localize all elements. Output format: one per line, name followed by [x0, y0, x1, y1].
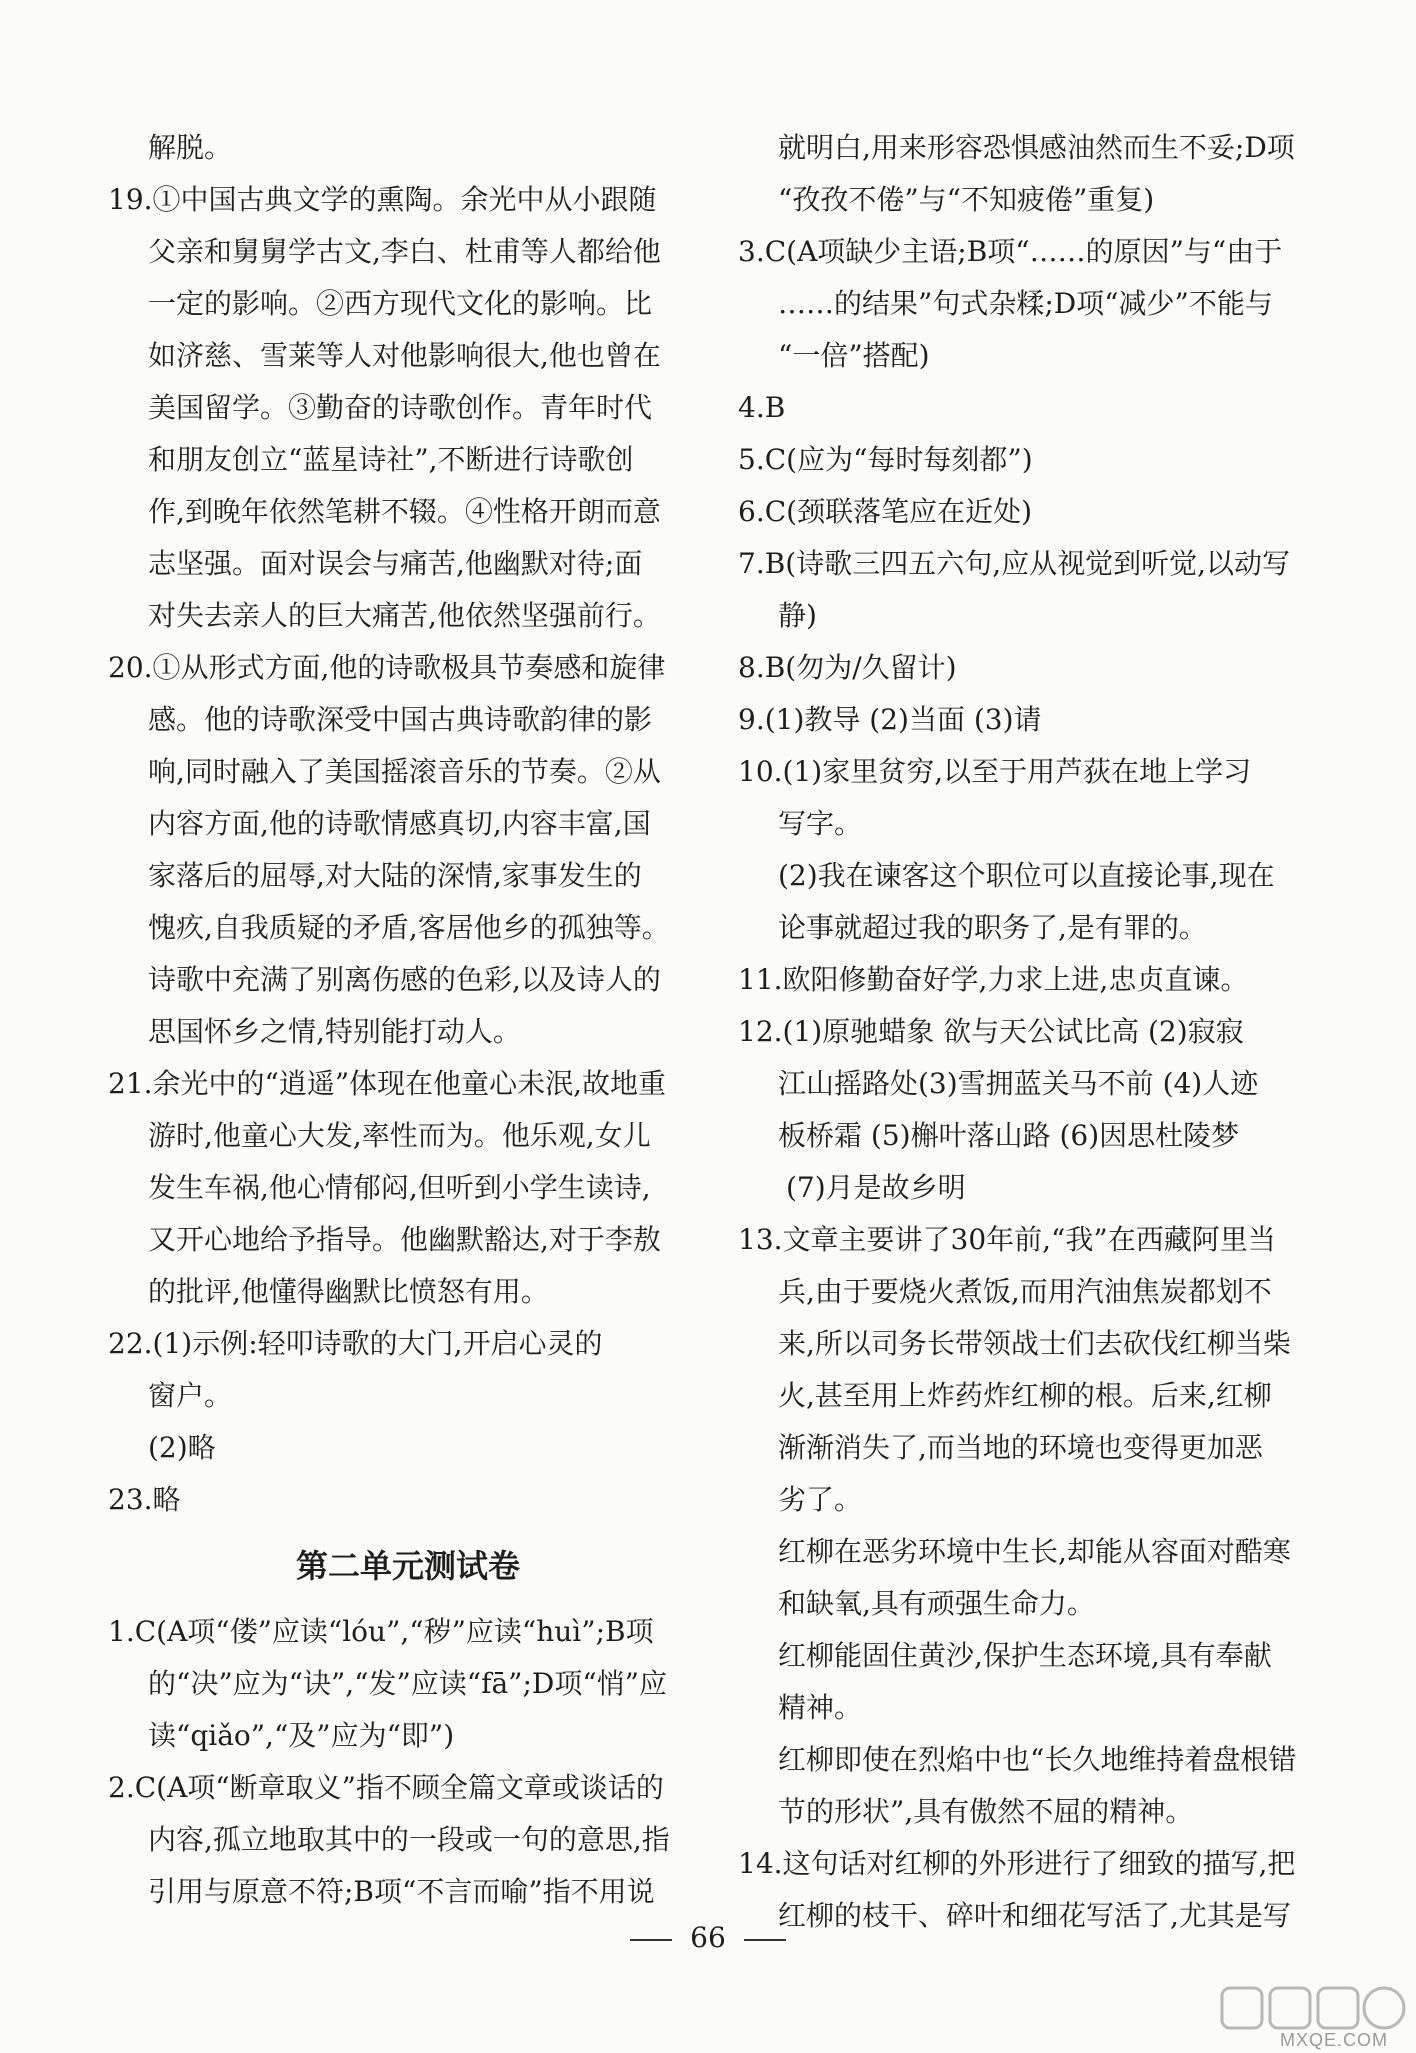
answer-line: 窗户。	[148, 1379, 233, 1412]
answer-line: 内容,孤立地取其中的一段或一句的意思,指	[148, 1823, 670, 1856]
answer-line: 来,所以司务长带领战士们去砍伐红柳当柴	[778, 1327, 1291, 1360]
answer-line: 的“决”应为“诀”,“发”应读“fā”;D项“悄”应	[148, 1667, 667, 1700]
answer-line: 如济慈、雪莱等人对他影响很大,他也曾在	[148, 339, 661, 372]
answer-line: 对失去亲人的巨大痛苦,他依然坚强前行。	[148, 599, 661, 632]
answer-line: 8.B(勿为/久留计)	[738, 651, 957, 684]
watermark-text: MXQE.COM	[1280, 2030, 1389, 2050]
right-answer-block	[738, 122, 1338, 1942]
answer-line: 精神。	[778, 1691, 863, 1724]
answer-line: 2.C(A项“断章取义”指不顾全篇文章或谈话的	[108, 1771, 664, 1804]
answer-line: 又开心地给予指导。他幽默豁达,对于李敖	[148, 1223, 661, 1256]
answer-line: 兵,由于要烧火煮饭,而用汽油焦炭都划不	[778, 1275, 1272, 1308]
left-answer-block	[108, 122, 708, 1526]
answer-line: 志坚强。面对误会与痛苦,他幽默对待;面	[148, 547, 643, 580]
answer-line: 红柳即使在烈焰中也“长久地维持着盘根错	[778, 1743, 1297, 1776]
page-number: 66	[690, 1921, 726, 1954]
answer-line: 7.B(诗歌三四五六句,应从视觉到听觉,以动写	[738, 547, 1291, 580]
answer-line: 愧疚,自我质疑的矛盾,客居他乡的孤独等。	[148, 911, 670, 944]
answer-line: 一定的影响。②西方现代文化的影响。比	[148, 287, 653, 320]
section-title: 第二单元测试卷	[295, 1547, 520, 1585]
answer-line: 节的形状”,具有傲然不屈的精神。	[778, 1795, 1194, 1828]
left-column	[108, 122, 708, 1918]
answer-line: 就明白,用来形容恐惧感油然而生不妥;D项	[778, 131, 1295, 164]
answer-line: 家落后的屈辱,对大陆的深情,家事发生的	[148, 859, 642, 892]
answer-line: (7)月是故乡明	[786, 1171, 966, 1204]
answer-line: 和朋友创立“蓝星诗社”,不断进行诗歌创	[148, 443, 634, 476]
answer-line: 11.欧阳修勤奋好学,力求上进,忠贞直谏。	[738, 963, 1249, 996]
page-footer	[0, 1918, 1416, 1958]
answer-line: 红柳能固住黄沙,保护生态环境,具有奉献	[778, 1639, 1272, 1672]
answer-line: 13.文章主要讲了30年前,“我”在西藏阿里当	[738, 1223, 1276, 1256]
answer-line: 22.(1)示例:轻叩诗歌的大门,开启心灵的	[108, 1327, 603, 1360]
answer-line: 渐渐消失了,而当地的环境也变得更加恶	[778, 1431, 1263, 1464]
answer-line: 写字。	[778, 807, 863, 840]
answer-line: 论事就超过我的职务了,是有罪的。	[778, 911, 1207, 944]
answer-line: 引用与原意不符;B项“不言而喻”指不用说	[148, 1875, 655, 1908]
answer-line: 诗歌中充满了别离伤感的色彩,以及诗人的	[148, 963, 661, 996]
left-answer-block-2	[108, 1606, 708, 1918]
answer-line: 5.C(应为“每时每刻都”)	[738, 443, 1033, 476]
footer-dash-right	[744, 1939, 786, 1941]
answer-line: 响,同时融入了美国摇滚音乐的节奏。②从	[148, 755, 661, 788]
answer-line: 红柳在恶劣环境中生长,却能从容面对酷寒	[778, 1535, 1291, 1568]
answer-line: 作,到晚年依然笔耕不辍。④性格开朗而意	[148, 495, 661, 528]
answer-line: 和缺氧,具有顽强生命力。	[778, 1587, 1095, 1620]
right-column	[738, 122, 1338, 1942]
answer-line: 思国怀乡之情,特别能打动人。	[148, 1015, 521, 1048]
answer-line: “孜孜不倦”与“不知疲倦”重复)	[778, 183, 1155, 216]
answer-line: ……的结果”句式杂糅;D项“减少”不能与	[778, 287, 1273, 320]
answer-line: 读“qiǎo”,“及”应为“即”)	[148, 1719, 455, 1752]
answer-line: 游时,他童心大发,率性而为。他乐观,女儿	[148, 1119, 651, 1152]
answer-line: 发生车祸,他心情郁闷,但听到小学生读诗,	[148, 1171, 651, 1204]
answer-line: (2)略	[148, 1431, 216, 1464]
answer-line: 4.B	[738, 391, 786, 424]
answer-line: (2)我在谏客这个职位可以直接论事,现在	[778, 859, 1275, 892]
answer-line: 19.①中国古典文学的熏陶。余光中从小跟随	[108, 183, 657, 216]
answer-line: 静)	[778, 599, 817, 632]
answer-line: 火,甚至用上炸药炸红柳的根。后来,红柳	[778, 1379, 1272, 1412]
answer-line: 内容方面,他的诗歌情感真切,内容丰富,国	[148, 807, 651, 840]
answer-line: 美国留学。③勤奋的诗歌创作。青年时代	[148, 391, 653, 424]
answer-line: 父亲和舅舅学古文,李白、杜甫等人都给他	[148, 235, 661, 268]
answer-line: 3.C(A项缺少主语;B项“……的原因”与“由于	[738, 235, 1283, 268]
answer-line: 12.(1)原驰蜡象 欲与天公试比高 (2)寂寂	[738, 1015, 1244, 1048]
footer-dash-left	[630, 1939, 672, 1941]
answer-line: 江山摇路处(3)雪拥蓝关马不前 (4)人迹	[778, 1067, 1259, 1100]
answer-line: “一倍”搭配)	[778, 339, 930, 372]
answer-line: 14.这句话对红柳的外形进行了细致的描写,把	[738, 1847, 1296, 1880]
answer-line: 劣了。	[778, 1483, 863, 1516]
answer-line: 21.余光中的“逍遥”体现在他童心未泯,故地重	[108, 1067, 667, 1100]
answer-line: 9.(1)教导 (2)当面 (3)请	[738, 703, 1042, 736]
answer-line: 6.C(颈联落笔应在近处)	[738, 495, 1032, 528]
answer-line: 红柳的枝干、碎叶和细花写活了,尤其是写	[778, 1899, 1291, 1932]
answer-line: 解脱。	[148, 131, 233, 164]
answer-line: 板桥霜 (5)槲叶落山路 (6)因思杜陵梦	[778, 1119, 1240, 1152]
answer-line: 的批评,他懂得幽默比愤怒有用。	[148, 1275, 549, 1308]
answer-line: 1.C(A项“偻”应读“lóu”,“秽”应读“huì”;B项	[108, 1615, 654, 1648]
answer-line: 23.略	[108, 1483, 181, 1516]
answer-line: 感。他的诗歌深受中国古典诗歌韵律的影	[148, 703, 653, 736]
answer-line: 10.(1)家里贫穷,以至于用芦荻在地上学习	[738, 755, 1252, 788]
answer-line: 20.①从形式方面,他的诗歌极具节奏感和旋律	[108, 651, 666, 684]
